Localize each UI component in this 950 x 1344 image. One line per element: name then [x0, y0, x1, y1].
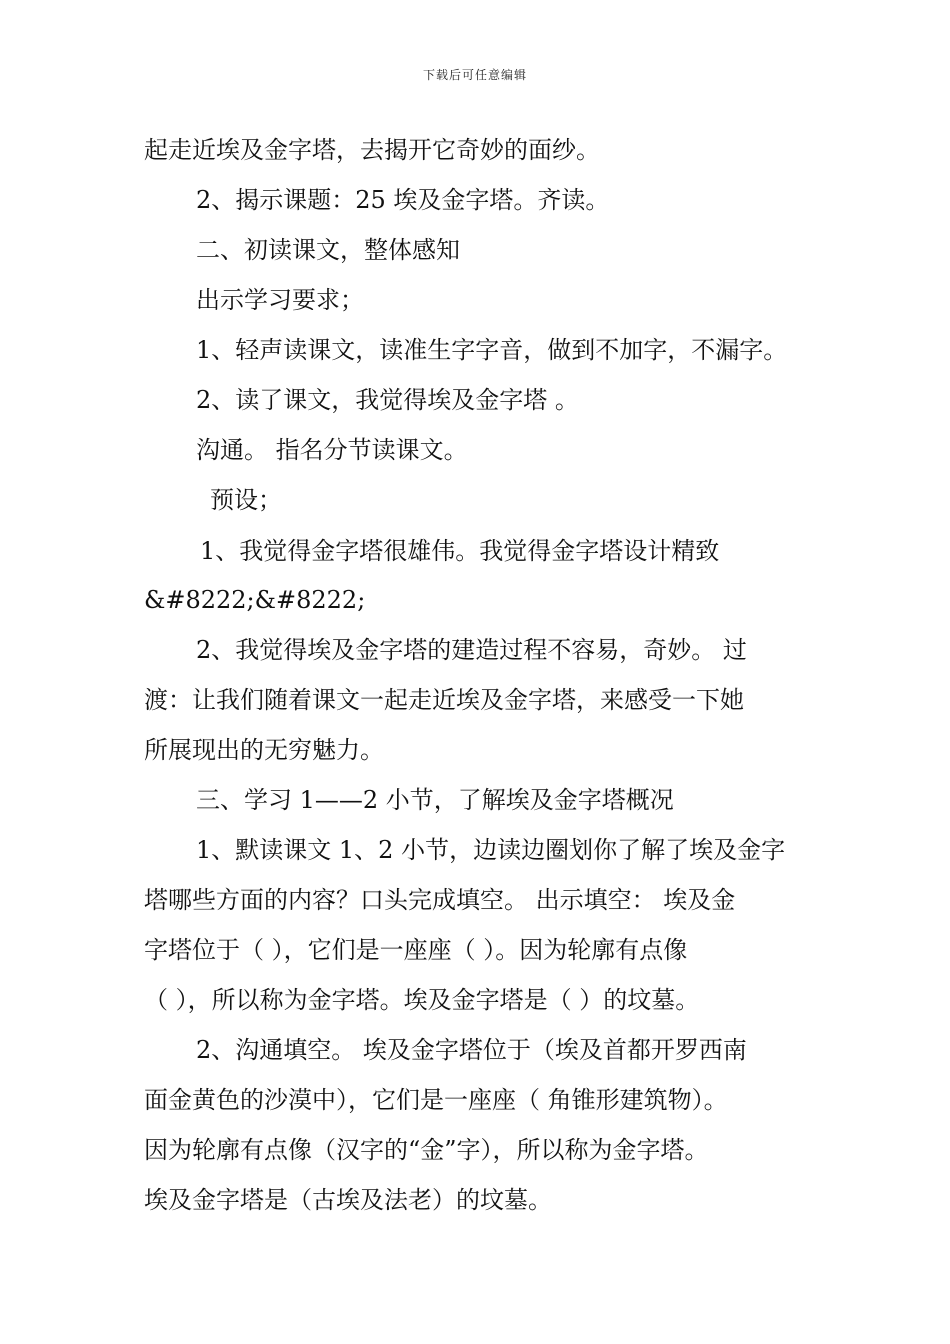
text-line-10: &#8222;&#8222; [144, 586, 366, 614]
text-line-15: 1、默读课文 1、2 小节，边读边圈划你了解了埃及金字 [196, 836, 786, 864]
text-line-9: 1、我觉得金字塔很雄伟。我觉得金字塔设计精致 [200, 537, 720, 565]
text-line-17: 字塔位于（ ），它们是一座座（ ）。因为轮廓有点像 [144, 936, 688, 964]
text-line-19: 2、沟通填空。 埃及金字塔位于（埃及首都开罗西南 [196, 1036, 747, 1064]
text-line-1: 起走近埃及金字塔，去揭开它奇妙的面纱。 [144, 136, 600, 164]
text-line-22: 埃及金字塔是（古埃及法老）的坟墓。 [144, 1186, 552, 1214]
section-heading-2: 二、初读课文，整体感知 [196, 236, 460, 264]
text-line-8: 预设； [210, 486, 282, 514]
text-line-2: 2、揭示课题：25 埃及金字塔。齐读。 [196, 186, 610, 214]
text-line-11: 2、我觉得埃及金字塔的建造过程不容易，奇妙。 过 [196, 636, 747, 664]
text-line-18: （ ），所以称为金字塔。埃及金字塔是（ ）的坟墓。 [144, 986, 700, 1014]
page-header-note: 下载后可任意编辑 [422, 68, 527, 82]
text-line-21: 因为轮廓有点像（汉字的“金”字），所以称为金字塔。 [144, 1136, 709, 1164]
text-line-7: 沟通。 指名分节读课文。 [196, 436, 468, 464]
text-line-4: 出示学习要求； [196, 286, 364, 314]
text-line-5: 1、轻声读课文，读准生字字音，做到不加字，不漏字。 [196, 336, 788, 364]
text-line-13: 所展现出的无穷魅力。 [144, 736, 384, 764]
text-line-20: 面金黄色的沙漠中），它们是一座座（ 角锥形建筑物）。 [144, 1086, 728, 1114]
text-line-12: 渡：让我们随着课文一起走近埃及金字塔，来感受一下她 [144, 686, 744, 714]
text-line-6: 2、读了课文，我觉得埃及金字塔 。 [196, 386, 579, 414]
text-line-16: 塔哪些方面的内容？口头完成填空。 出示填空： 埃及金 [144, 886, 736, 914]
section-heading-3: 三、学习 1——2 小节，了解埃及金字塔概况 [196, 786, 674, 814]
